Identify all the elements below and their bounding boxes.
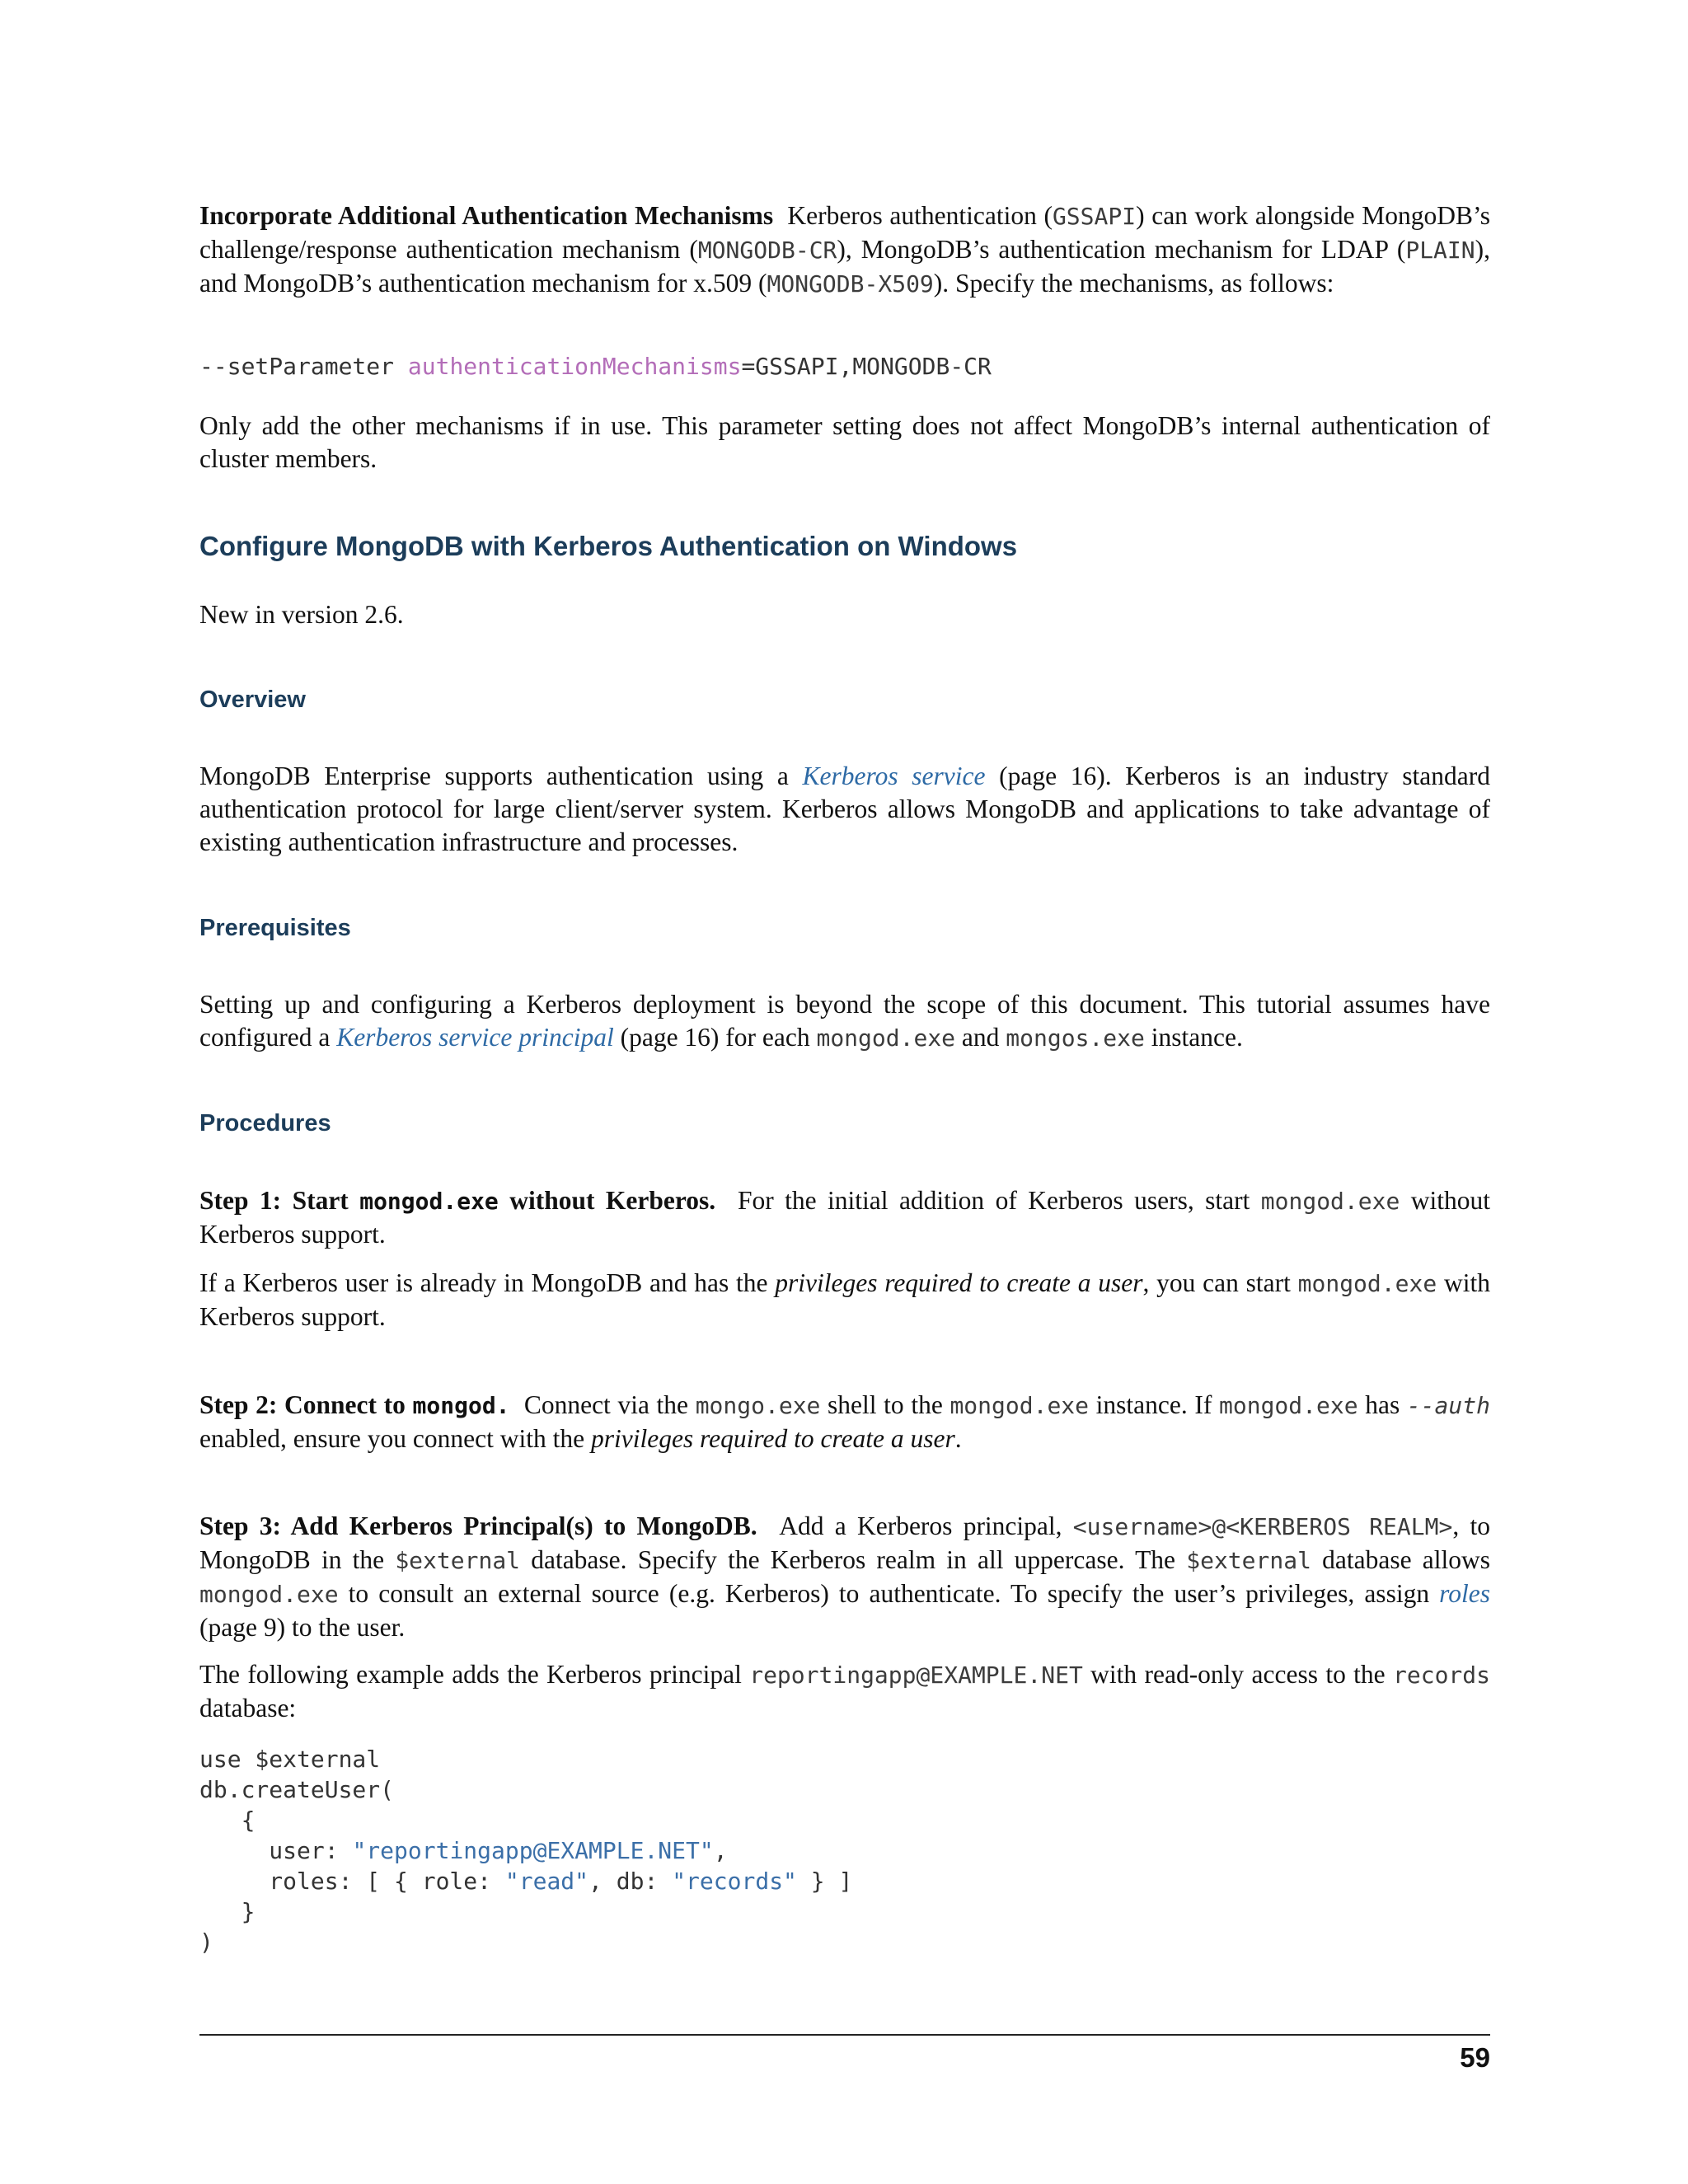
text-run: ), and MongoDB’s authentication mechanism for x.509 ( xyxy=(199,235,1491,298)
text-run: Step 2: Connect to xyxy=(199,1390,413,1419)
overview-text xyxy=(199,760,1490,859)
step2-label xyxy=(199,1390,510,1419)
text-run: enabled, ensure you connect with the xyxy=(199,1424,591,1453)
step3-label: Step 3: Add Kerberos Principal(s) to MongoDB. xyxy=(199,1511,757,1540)
incorporate-label: Incorporate Additional Authentication Mechanisms xyxy=(199,201,774,230)
code-line: } xyxy=(199,1898,256,1925)
setparameter-code-block xyxy=(199,351,1490,382)
text-run: (page 16) for each xyxy=(613,1023,817,1052)
code-string: "reportingapp@EXAMPLE.NET" xyxy=(352,1837,714,1864)
prerequisites-paragraph xyxy=(199,988,1490,1055)
code-external: $external xyxy=(395,1547,521,1574)
code-run: , db: xyxy=(588,1868,673,1895)
code-principal-example: reportingapp@EXAMPLE.NET xyxy=(749,1661,1083,1689)
code-run: --setParameter xyxy=(199,353,408,380)
code-run: authenticationMechanisms xyxy=(407,353,742,380)
code-run: , xyxy=(713,1837,728,1864)
code-mongodb-x509: MONGODB-X509 xyxy=(767,270,934,298)
code-mongod-exe: mongod.exe xyxy=(1260,1188,1400,1215)
text-run: shell to the xyxy=(820,1390,950,1419)
text-run: database. Specify the Kerberos realm in all uppercase. The xyxy=(520,1545,1187,1574)
code-mongo-exe: mongo.exe xyxy=(695,1392,821,1419)
text-run: instance. If xyxy=(1089,1390,1219,1419)
code-line: db.createUser( xyxy=(199,1776,395,1803)
text-run: without Kerberos. xyxy=(498,1186,716,1215)
step3-paragraph xyxy=(199,1510,1490,1644)
text-run: instance. xyxy=(1144,1023,1243,1052)
incorporate-text xyxy=(199,199,1490,301)
code-run: } ] xyxy=(796,1868,853,1895)
code-mongod: mongod. xyxy=(412,1392,510,1419)
code-line xyxy=(199,1868,852,1895)
code-line: ) xyxy=(199,1929,213,1956)
text-run: . xyxy=(954,1424,962,1453)
privileges-emphasis: privileges required to create a user xyxy=(775,1268,1143,1297)
step2-text xyxy=(199,1389,1490,1455)
code-mongod-exe: mongod.exe xyxy=(359,1188,499,1215)
step1-paragraph xyxy=(199,1184,1490,1251)
heading-text: Overview xyxy=(199,687,306,713)
code-external: $external xyxy=(1186,1547,1311,1574)
text-run: to consult an external source (e.g. Kerberos) to authenticate. To specify the user’s privileges, assign xyxy=(338,1579,1440,1608)
code-mongod-exe: mongod.exe xyxy=(1219,1392,1358,1419)
procedures-heading xyxy=(199,1110,1490,1137)
code-mongos-exe: mongos.exe xyxy=(1006,1024,1145,1052)
text-run: ) can work alongside MongoDB’s challenge/response authentication mechanism ( xyxy=(199,201,1490,264)
overview-paragraph xyxy=(199,760,1490,859)
code-principal-format: <username>@<KERBEROS REALM> xyxy=(1072,1513,1453,1540)
create-user-code xyxy=(199,1744,1490,1957)
code-line: use $external xyxy=(199,1746,381,1773)
text-run: with Kerberos support. xyxy=(199,1268,1490,1331)
code-records: records xyxy=(1393,1661,1491,1689)
section-heading-windows xyxy=(199,531,1490,562)
text-run: database: xyxy=(199,1694,297,1722)
text-run: Add a Kerberos principal, xyxy=(779,1511,1073,1540)
note-text: Only add the other mechanisms if in use. This parameter setting does not affect MongoDB’s internal authentication of cluster members. xyxy=(199,411,1490,473)
step3-paragraph-2 xyxy=(199,1658,1490,1725)
heading-text: Configure MongoDB with Kerberos Authentication on Windows xyxy=(199,531,1018,561)
privileges-emphasis: privileges required to create a user xyxy=(590,1424,955,1453)
code-mongod-exe: mongod.exe xyxy=(950,1392,1090,1419)
text-run: without Kerberos support. xyxy=(199,1186,1491,1249)
footer-rule xyxy=(199,2034,1490,2036)
code-line xyxy=(199,1837,728,1864)
page-number: 59 xyxy=(1460,2042,1490,2073)
step1-paragraph-2 xyxy=(199,1267,1490,1333)
version-text: New in version 2.6. xyxy=(199,600,404,629)
heading-text: Prerequisites xyxy=(199,915,351,941)
code-string: "records" xyxy=(672,1868,797,1895)
prerequisites-text xyxy=(199,988,1490,1055)
setparameter-code xyxy=(199,351,1490,382)
text-run: (page 16). Kerberos is an industry standard authentication protocol for large client/server system. Kerberos allows MongoDB and applications to take advantage of existing authentication infrastructure and processes. xyxy=(199,762,1490,856)
heading-text: Procedures xyxy=(199,1110,331,1137)
overview-heading xyxy=(199,687,1490,714)
step3-text xyxy=(199,1510,1490,1644)
code-plain: PLAIN xyxy=(1405,237,1475,264)
prerequisites-heading xyxy=(199,915,1490,942)
code-run: user: xyxy=(199,1837,353,1864)
code-line: { xyxy=(199,1807,256,1834)
text-run: Step 1: Start xyxy=(199,1186,360,1215)
step1-text-2 xyxy=(199,1267,1490,1333)
text-run: , you can start xyxy=(1142,1268,1298,1297)
code-run: roles: [ { role: xyxy=(199,1868,505,1895)
text-run: MongoDB Enterprise supports authentication using a xyxy=(199,762,803,790)
text-run: For the initial addition of Kerberos users, start xyxy=(737,1186,1261,1215)
text-run: Kerberos authentication ( xyxy=(787,201,1053,230)
text-run: ). Specify the mechanisms, as follows: xyxy=(933,269,1334,298)
step2-paragraph xyxy=(199,1389,1490,1455)
code-gssapi: GSSAPI xyxy=(1052,203,1137,230)
code-mongodb-cr: MONGODB-CR xyxy=(697,237,837,264)
step1-label xyxy=(199,1186,715,1215)
text-run: has xyxy=(1357,1390,1407,1419)
text-run: Setting up and configuring a Kerberos deployment is beyond the scope of this document. This tutorial assumes have configured a xyxy=(199,990,1490,1052)
text-run: If a Kerberos user is already in MongoDB and has the xyxy=(199,1268,776,1297)
step1-text xyxy=(199,1184,1490,1251)
code-mongod-exe: mongod.exe xyxy=(1297,1270,1437,1297)
code-auth-option: --auth xyxy=(1406,1392,1490,1419)
version-note xyxy=(199,598,1490,631)
text-run: ), MongoDB’s authentication mechanism for LDAP ( xyxy=(837,235,1406,264)
mechanisms-note xyxy=(199,410,1490,476)
code-mongod-exe: mongod.exe xyxy=(199,1581,339,1608)
text-run: , to MongoDB in the xyxy=(199,1511,1490,1574)
create-user-code-block xyxy=(199,1744,1490,1957)
code-string: "read" xyxy=(504,1868,589,1895)
code-mongod-exe: mongod.exe xyxy=(816,1024,956,1052)
text-run: with read-only access to the xyxy=(1082,1660,1393,1689)
kerberos-service-principal-link[interactable]: Kerberos service principal xyxy=(336,1023,614,1052)
text-run: and xyxy=(955,1023,1006,1052)
text-run: database allows xyxy=(1311,1545,1490,1574)
code-run: =GSSAPI,MONGODB-CR xyxy=(741,353,992,380)
step3-text-2 xyxy=(199,1658,1490,1725)
text-run: (page 9) to the user. xyxy=(199,1613,406,1642)
roles-link[interactable]: roles xyxy=(1439,1579,1490,1608)
text-run: Connect via the xyxy=(523,1390,696,1419)
kerberos-service-link[interactable]: Kerberos service xyxy=(802,762,986,790)
text-run: The following example adds the Kerberos principal xyxy=(199,1660,750,1689)
incorporate-paragraph xyxy=(199,199,1490,301)
